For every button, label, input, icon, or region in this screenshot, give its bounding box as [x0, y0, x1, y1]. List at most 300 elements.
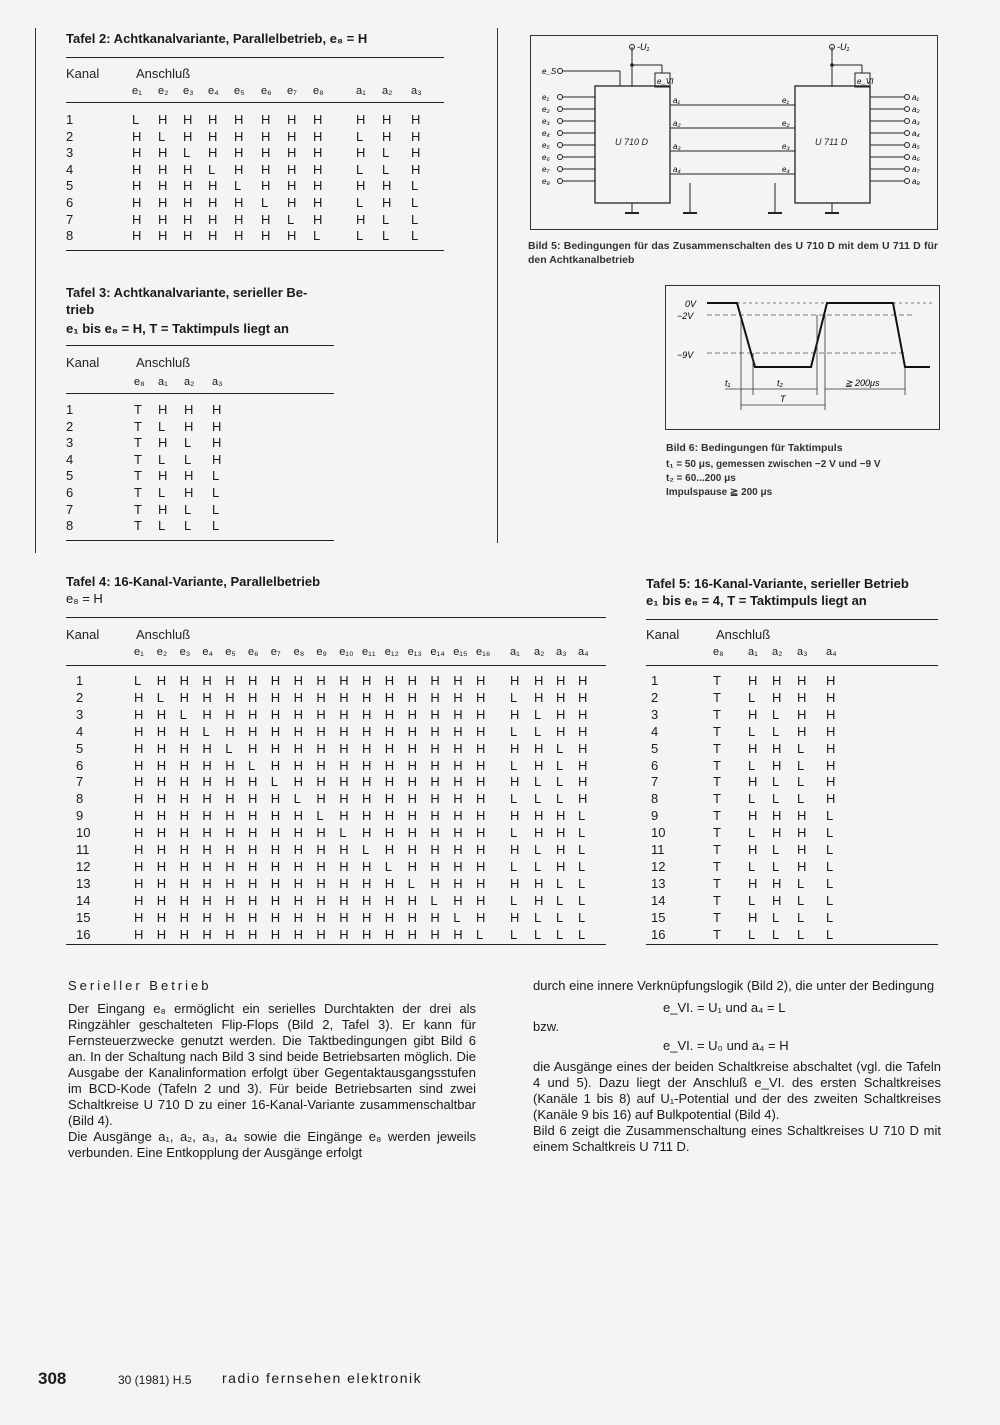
tafel5-row-kanal: 1 [651, 673, 659, 688]
tafel4-cell: H [556, 723, 566, 739]
tafel4-cell: H [453, 706, 463, 722]
tafel4-cell: H [179, 723, 189, 739]
tafel4-cell: H [134, 858, 144, 874]
tafel4-cell: H [134, 842, 144, 857]
tafel4-cell: L [510, 723, 518, 739]
tafel5-caption-line1: Tafel 5: 16-Kanal-Variante, serieller Betrieb [646, 576, 909, 591]
tafel2-cell: H [356, 211, 366, 227]
tafel4-col-header: a₂ [534, 646, 545, 658]
tafel5-col-header: a₃ [797, 646, 808, 658]
tafel4-cell: H [476, 757, 486, 773]
tafel4-cell: L [316, 808, 324, 824]
tafel2-cell: L [313, 228, 321, 244]
tafel4-cell: H [339, 740, 349, 756]
tafel3-col-header: a₁ [158, 376, 168, 388]
tafel4-cell: H [407, 757, 417, 773]
tafel4-row-kanal: 5 [76, 740, 84, 756]
bild6-label-t1: t₁ [725, 378, 731, 388]
tafel2-col-header: e₄ [208, 85, 219, 97]
tafel4-cell: H [384, 757, 395, 773]
tafel4-row-kanal: 16 [76, 926, 91, 942]
tafel5-row-kanal: 9 [651, 808, 659, 824]
tafel4-cell: H [534, 808, 544, 824]
tafel5-cell: L [772, 926, 780, 942]
bild5-output-pin [905, 95, 910, 100]
tafel5-cell: H [826, 740, 836, 756]
tafel4-cell: H [556, 689, 566, 705]
tafel2-cell: H [234, 195, 244, 210]
bild5-output-pin [905, 143, 910, 148]
tafel4-cell: H [384, 706, 395, 722]
tafel4-cell: H [156, 673, 167, 688]
bild6-label-v9: −9V [677, 350, 694, 360]
bild5-input-pin [558, 107, 563, 112]
tafel2-head-rule [66, 102, 444, 103]
tafel5-cell: T [713, 926, 721, 942]
tafel4-cell: H [270, 689, 281, 705]
bild5-mid-out-label: a₃ [673, 142, 681, 151]
tafel4-cell: H [156, 858, 167, 874]
tafel4-cell: H [179, 858, 189, 874]
tafel2-cell: H [208, 128, 218, 144]
tafel4-cell: H [179, 791, 189, 807]
tafel4-cell: H [248, 842, 258, 857]
tafel5-cell: H [772, 875, 782, 891]
tafel5-cell: L [797, 740, 805, 756]
tafel4-cell: L [362, 842, 370, 857]
body-right-column [533, 978, 941, 1155]
tafel4-cell: H [384, 791, 395, 807]
tafel4-cell: L [202, 723, 210, 739]
tafel4-cell: H [293, 842, 303, 857]
tafel4-cell: H [225, 926, 235, 942]
tafel4-cell: H [430, 926, 440, 942]
tafel4-col-header: e₅ [225, 646, 236, 658]
tafel3-bottom-rule [66, 540, 334, 541]
tafel4-cell: H [407, 808, 417, 824]
tafel4-cell: H [225, 757, 235, 773]
tafel4-cell: H [134, 892, 144, 908]
tafel4-cell: H [179, 740, 189, 756]
tafel4-cell: H [270, 892, 281, 908]
tafel4-cell: H [578, 774, 588, 790]
tafel2-cell: H [158, 145, 168, 161]
tafel4-cell: H [339, 774, 349, 790]
tafel4-cell: H [179, 757, 189, 773]
tafel4-cell: L [556, 926, 564, 942]
tafel4-cell: H [453, 858, 463, 874]
tafel3-head-anschluss: Anschluß [136, 355, 191, 370]
tafel4-cell: H [453, 825, 463, 841]
tafel4-cell: H [156, 909, 167, 925]
tafel4-cell: L [578, 892, 586, 908]
tafel5-cell: H [772, 825, 782, 841]
tafel2-cell: L [411, 228, 419, 244]
tafel4-cell: H [316, 757, 326, 773]
tafel4-cell: H [202, 689, 212, 705]
tafel4-cell: L [556, 740, 564, 756]
tafel2-cell: H [234, 228, 244, 244]
tafel4-cell: H [362, 858, 372, 874]
tafel4-cell: H [453, 774, 463, 790]
tafel4-cell: H [202, 909, 212, 925]
bild6-diagram [665, 285, 940, 430]
tafel4-cell: H [156, 706, 167, 722]
tafel3-cell: T [134, 485, 142, 500]
tafel4-cell: H [578, 706, 588, 722]
tafel3-cell: L [158, 451, 166, 467]
tafel4-caption-line2: e₈ = H [66, 591, 103, 606]
bild6-label-t2: t₂ [777, 378, 783, 388]
tafel4-cell: H [316, 858, 326, 874]
tafel2-cell: H [208, 112, 218, 127]
tafel4-cell: H [316, 723, 326, 739]
bild6-caption-line3: Impulspause ≧ 200 μs [666, 487, 773, 498]
tafel4-cell: L [339, 825, 347, 841]
tafel5-cell: L [748, 926, 756, 942]
tafel4-cell: H [430, 808, 440, 824]
tafel4-cell: H [362, 689, 372, 705]
tafel4-cell: H [270, 825, 281, 841]
tafel2-cell: L [382, 145, 390, 161]
tafel2-cell: L [261, 195, 269, 210]
tafel5-col-header: a₂ [772, 646, 783, 658]
tafel2-cell: H [382, 112, 392, 127]
tafel4-cell: H [407, 740, 417, 756]
tafel3-cell: L [212, 485, 220, 500]
tafel5-head-kanal: Kanal [646, 627, 680, 642]
tafel5-cell: L [772, 909, 780, 925]
tafel2-col-header: a₁ [356, 85, 366, 97]
tafel3-head-rule [66, 393, 334, 394]
tafel5-cell: T [713, 858, 721, 874]
tafel4-cell: H [534, 689, 544, 705]
tafel4-row-kanal: 3 [76, 706, 84, 722]
tafel3-cell: H [158, 501, 168, 517]
tafel3-row-kanal: 8 [66, 518, 74, 534]
tafel3-cell: T [134, 435, 142, 451]
body-left-paragraph-2: Die Ausgänge a₁, a₂, a₃, a₄ sowie die Eingänge e₈ werden jeweils verbunden. Eine Entkopplung der Ausgänge erfolgt [68, 1129, 476, 1160]
tafel4-cell: H [556, 808, 566, 824]
tafel4-cell: H [134, 740, 144, 756]
tafel2-cell: H [261, 228, 271, 244]
tafel5-cell: H [748, 706, 758, 722]
tafel2-cell: L [411, 178, 419, 194]
bild5-output-label: a₁ [912, 93, 919, 102]
tafel4-col-header: e₁ [134, 646, 144, 658]
tafel4-col-header: e₈ [293, 646, 305, 658]
tafel4-cell: H [339, 791, 349, 807]
tafel2-cell: H [158, 161, 168, 177]
tafel4-cell: H [476, 673, 486, 688]
tafel4-cell: H [270, 842, 281, 857]
tafel4-cell: H [556, 825, 566, 841]
bild5-mid-in-label: e₄ [782, 165, 790, 174]
tafel4-cell: H [270, 706, 281, 722]
tafel2-cell: H [261, 128, 271, 144]
tafel5-cell: H [797, 825, 807, 841]
tafel5-top-rule [646, 619, 938, 620]
bild5-input-pin [558, 119, 563, 124]
tafel3-row-kanal: 5 [66, 468, 74, 484]
tafel4-cell: H [453, 791, 463, 807]
bild5-label-ui1: -U₁ [637, 42, 650, 52]
tafel3-col-header: a₃ [212, 376, 223, 388]
tafel2-cell: H [356, 178, 366, 194]
tafel5-cell: H [748, 842, 758, 857]
equation-2: e_VI. = U₀ und a₄ = H [663, 1038, 789, 1053]
tafel2-cell: H [261, 178, 271, 194]
tafel4-cell: H [248, 909, 258, 925]
tafel4-cell: H [534, 875, 544, 891]
tafel3-cell: H [158, 435, 168, 451]
tafel4-cell: H [225, 892, 235, 908]
tafel4-cell: L [534, 858, 542, 874]
tafel2-cell: L [356, 161, 364, 177]
tafel4-cell: H [248, 706, 258, 722]
tafel2-cell: H [356, 145, 366, 161]
tafel4-cell: H [578, 757, 588, 773]
tafel4-cell: H [156, 740, 167, 756]
tafel4-cell: H [134, 926, 144, 942]
bild5-output-pin [905, 107, 910, 112]
tafel2-cell: H [132, 178, 142, 194]
tafel4-row-kanal: 12 [76, 858, 91, 874]
tafel4-cell: L [556, 791, 564, 807]
bild5-figure [530, 35, 938, 230]
bild5-input-label: e₄ [542, 129, 550, 138]
tafel4-head-rule [66, 665, 606, 666]
tafel3-top-rule [66, 345, 334, 346]
tafel4-col-header: e₆ [248, 646, 259, 658]
tafel4-cell: L [476, 926, 484, 942]
tafel3-caption-line2: trieb [66, 302, 95, 317]
tafel4-cell: H [476, 723, 486, 739]
tafel3-cell: L [158, 418, 166, 434]
tafel4-cell: H [453, 689, 463, 705]
tafel4-cell: H [430, 825, 440, 841]
tafel5-row-kanal: 4 [651, 723, 659, 739]
tafel2-cell: H [287, 195, 297, 210]
tafel2-cell: H [261, 145, 271, 161]
tafel2-col-header: e₂ [158, 85, 169, 97]
tafel4-cell: H [179, 808, 189, 824]
tafel4-col-header: e₃ [179, 646, 191, 658]
tafel5-cell: H [826, 673, 836, 688]
tafel4-cell: H [453, 892, 463, 908]
tafel2-cell: H [183, 228, 193, 244]
tafel4-cell: H [225, 673, 235, 688]
tafel2-col-header: e₃ [183, 85, 194, 97]
tafel4-cell: H [362, 825, 372, 841]
bild5-output-pin [905, 179, 910, 184]
tafel4-cell: H [476, 858, 486, 874]
bild5-input-label: e₅ [542, 141, 550, 150]
tafel4-cell: L [556, 774, 564, 790]
tafel2-cell: L [356, 228, 364, 244]
bild5-output-pin [905, 167, 910, 172]
tafel4-cell: H [134, 909, 144, 925]
tafel4-cell: H [510, 909, 520, 925]
tafel4-col-header: e₄ [202, 646, 213, 658]
tafel4-cell: H [248, 673, 258, 688]
tafel5-cell: H [748, 774, 758, 790]
tafel5-cell: L [772, 774, 780, 790]
tafel4-cell: H [578, 791, 588, 807]
tafel2-cell: L [356, 195, 364, 210]
tafel4-cell: H [407, 774, 417, 790]
tafel2-cell: H [208, 145, 218, 161]
tafel5-cell: T [713, 892, 721, 908]
tafel4-cell: H [430, 689, 440, 705]
tafel5-row-kanal: 10 [651, 825, 666, 841]
bild5-mid-in-label: e₁ [782, 96, 789, 105]
tafel4-top-rule [66, 617, 606, 618]
tafel4-cell: H [339, 892, 349, 908]
tafel4-cell: H [384, 892, 395, 908]
tafel4-cell: L [534, 926, 542, 942]
tafel4-cell: L [534, 909, 542, 925]
tafel4-cell: H [339, 723, 349, 739]
tafel4-cell: H [270, 673, 281, 688]
tafel5-bottom-rule [646, 944, 938, 945]
tafel4-cell: H [156, 875, 167, 891]
tafel5-cell: H [797, 689, 807, 705]
bild5-input-pin [558, 143, 563, 148]
tafel4-cell: H [316, 791, 326, 807]
tafel4-cell: H [179, 892, 189, 908]
tafel5-cell: L [826, 825, 834, 841]
tafel4-cell: H [453, 723, 463, 739]
bild5-output-label: a₄ [912, 129, 920, 138]
tafel4-cell: H [156, 825, 167, 841]
tafel4-cell: H [248, 774, 258, 790]
tafel4-cell: H [270, 858, 281, 874]
tafel4-row-kanal: 15 [76, 909, 91, 925]
tafel4-head-anschluss: Anschluß [136, 627, 191, 642]
tafel4-cell: H [225, 909, 235, 925]
tafel4-col-header: e₇ [270, 646, 281, 658]
tafel4-cell: L [534, 842, 542, 857]
tafel3-row-kanal: 3 [66, 435, 74, 451]
bild5-output-label: a₆ [912, 153, 920, 162]
tafel2-col-header: a₂ [382, 85, 393, 97]
tafel4-cell: L [578, 858, 586, 874]
tafel5-caption [646, 575, 909, 609]
tafel2-col-header: a₃ [411, 85, 422, 97]
equation-1: e_VI. = U₁ und a₄ = L [663, 1000, 786, 1015]
tafel2-cell: L [287, 211, 295, 227]
tafel3-cell: H [212, 435, 222, 451]
tafel4-cell: H [430, 774, 440, 790]
tafel5-cell: H [797, 706, 807, 722]
tafel4-cell: H [407, 689, 417, 705]
tafel5-cell: L [826, 892, 834, 908]
tafel4-cell: H [510, 673, 520, 688]
tafel5-cell: L [748, 892, 756, 908]
tafel4-cell: H [179, 909, 189, 925]
tafel4-cell: L [156, 689, 165, 705]
tafel4-cell: H [248, 825, 258, 841]
tafel4-cell: H [430, 842, 440, 857]
page-number: 308 [38, 1369, 67, 1388]
tafel2-row-kanal: 8 [66, 228, 74, 244]
tafel2-cell: L [411, 211, 419, 227]
tafel4-cell: H [339, 808, 349, 824]
tafel5-row-kanal: 3 [651, 706, 659, 722]
tafel5-cell: H [797, 842, 807, 857]
bild5-label-es: e_S [542, 67, 557, 76]
tafel5-cell: T [713, 909, 721, 925]
tafel2-cell: L [382, 228, 390, 244]
tafel5-cell: L [748, 723, 756, 739]
tafel4-cell: H [534, 740, 544, 756]
tafel4-cell: H [476, 774, 486, 790]
tafel5-row-kanal: 12 [651, 858, 666, 874]
tafel4-cell: H [293, 926, 303, 942]
tafel4-bottom-rule [66, 944, 606, 945]
tafel4-cell: L [556, 909, 564, 925]
tafel3-cell: T [134, 518, 142, 534]
tafel2-cell: H [287, 128, 297, 144]
bild5-input-label: e₁ [542, 93, 549, 102]
tafel4-cell: H [384, 926, 395, 942]
tafel2-cell: H [313, 112, 323, 127]
tafel4-cell: H [225, 723, 235, 739]
tafel4-row-kanal: 9 [76, 808, 84, 824]
tafel4-cell: H [430, 740, 440, 756]
tafel3-cell: L [212, 501, 220, 517]
tafel4-caption-line1: Tafel 4: 16-Kanal-Variante, Parallelbetrieb [66, 574, 321, 589]
tafel4-row-kanal: 1 [76, 673, 84, 688]
bild5-output-label: a₇ [912, 165, 920, 174]
tafel5-cell: L [797, 875, 805, 891]
tafel2-cell: H [183, 112, 193, 127]
tafel2-cell: H [313, 145, 323, 161]
tafel4-cell: H [453, 926, 463, 942]
tafel4-cell: H [578, 689, 588, 705]
tafel4-cell: H [270, 875, 281, 891]
tafel4-cell: H [362, 706, 372, 722]
tafel5-cell: T [713, 740, 721, 756]
tafel4-cell: H [534, 825, 544, 841]
tafel4-col-header: e₉ [316, 646, 327, 658]
tafel4-col-header: e₁₂ [384, 646, 399, 658]
tafel5-cell: T [713, 808, 721, 824]
tafel4-col-header: a₃ [556, 646, 567, 658]
tafel4-cell: H [293, 740, 303, 756]
tafel4-cell: H [270, 909, 281, 925]
tafel4-cell: H [578, 740, 588, 756]
tafel4-cell: H [202, 706, 212, 722]
tafel4-cell: H [556, 842, 566, 857]
column-divider [497, 28, 498, 543]
tafel3-caption-line3: e₁ bis e₈ = H, T = Taktimpuls liegt an [66, 321, 289, 336]
tafel4-cell: H [202, 791, 212, 807]
tafel5-cell: T [713, 706, 721, 722]
tafel4-cell: L [510, 825, 518, 841]
tafel5-cell: H [826, 706, 836, 722]
tafel4-cell: L [134, 673, 142, 688]
tafel4-cell: H [293, 858, 303, 874]
tafel2-cell: H [382, 178, 392, 194]
tafel2-cell: H [183, 161, 193, 177]
tafel3-cell: L [184, 451, 192, 467]
tafel2-cell: H [313, 128, 323, 144]
bild5-input-label: e₃ [542, 117, 550, 126]
tafel4-cell: H [179, 689, 189, 705]
tafel2-cell: H [287, 161, 297, 177]
